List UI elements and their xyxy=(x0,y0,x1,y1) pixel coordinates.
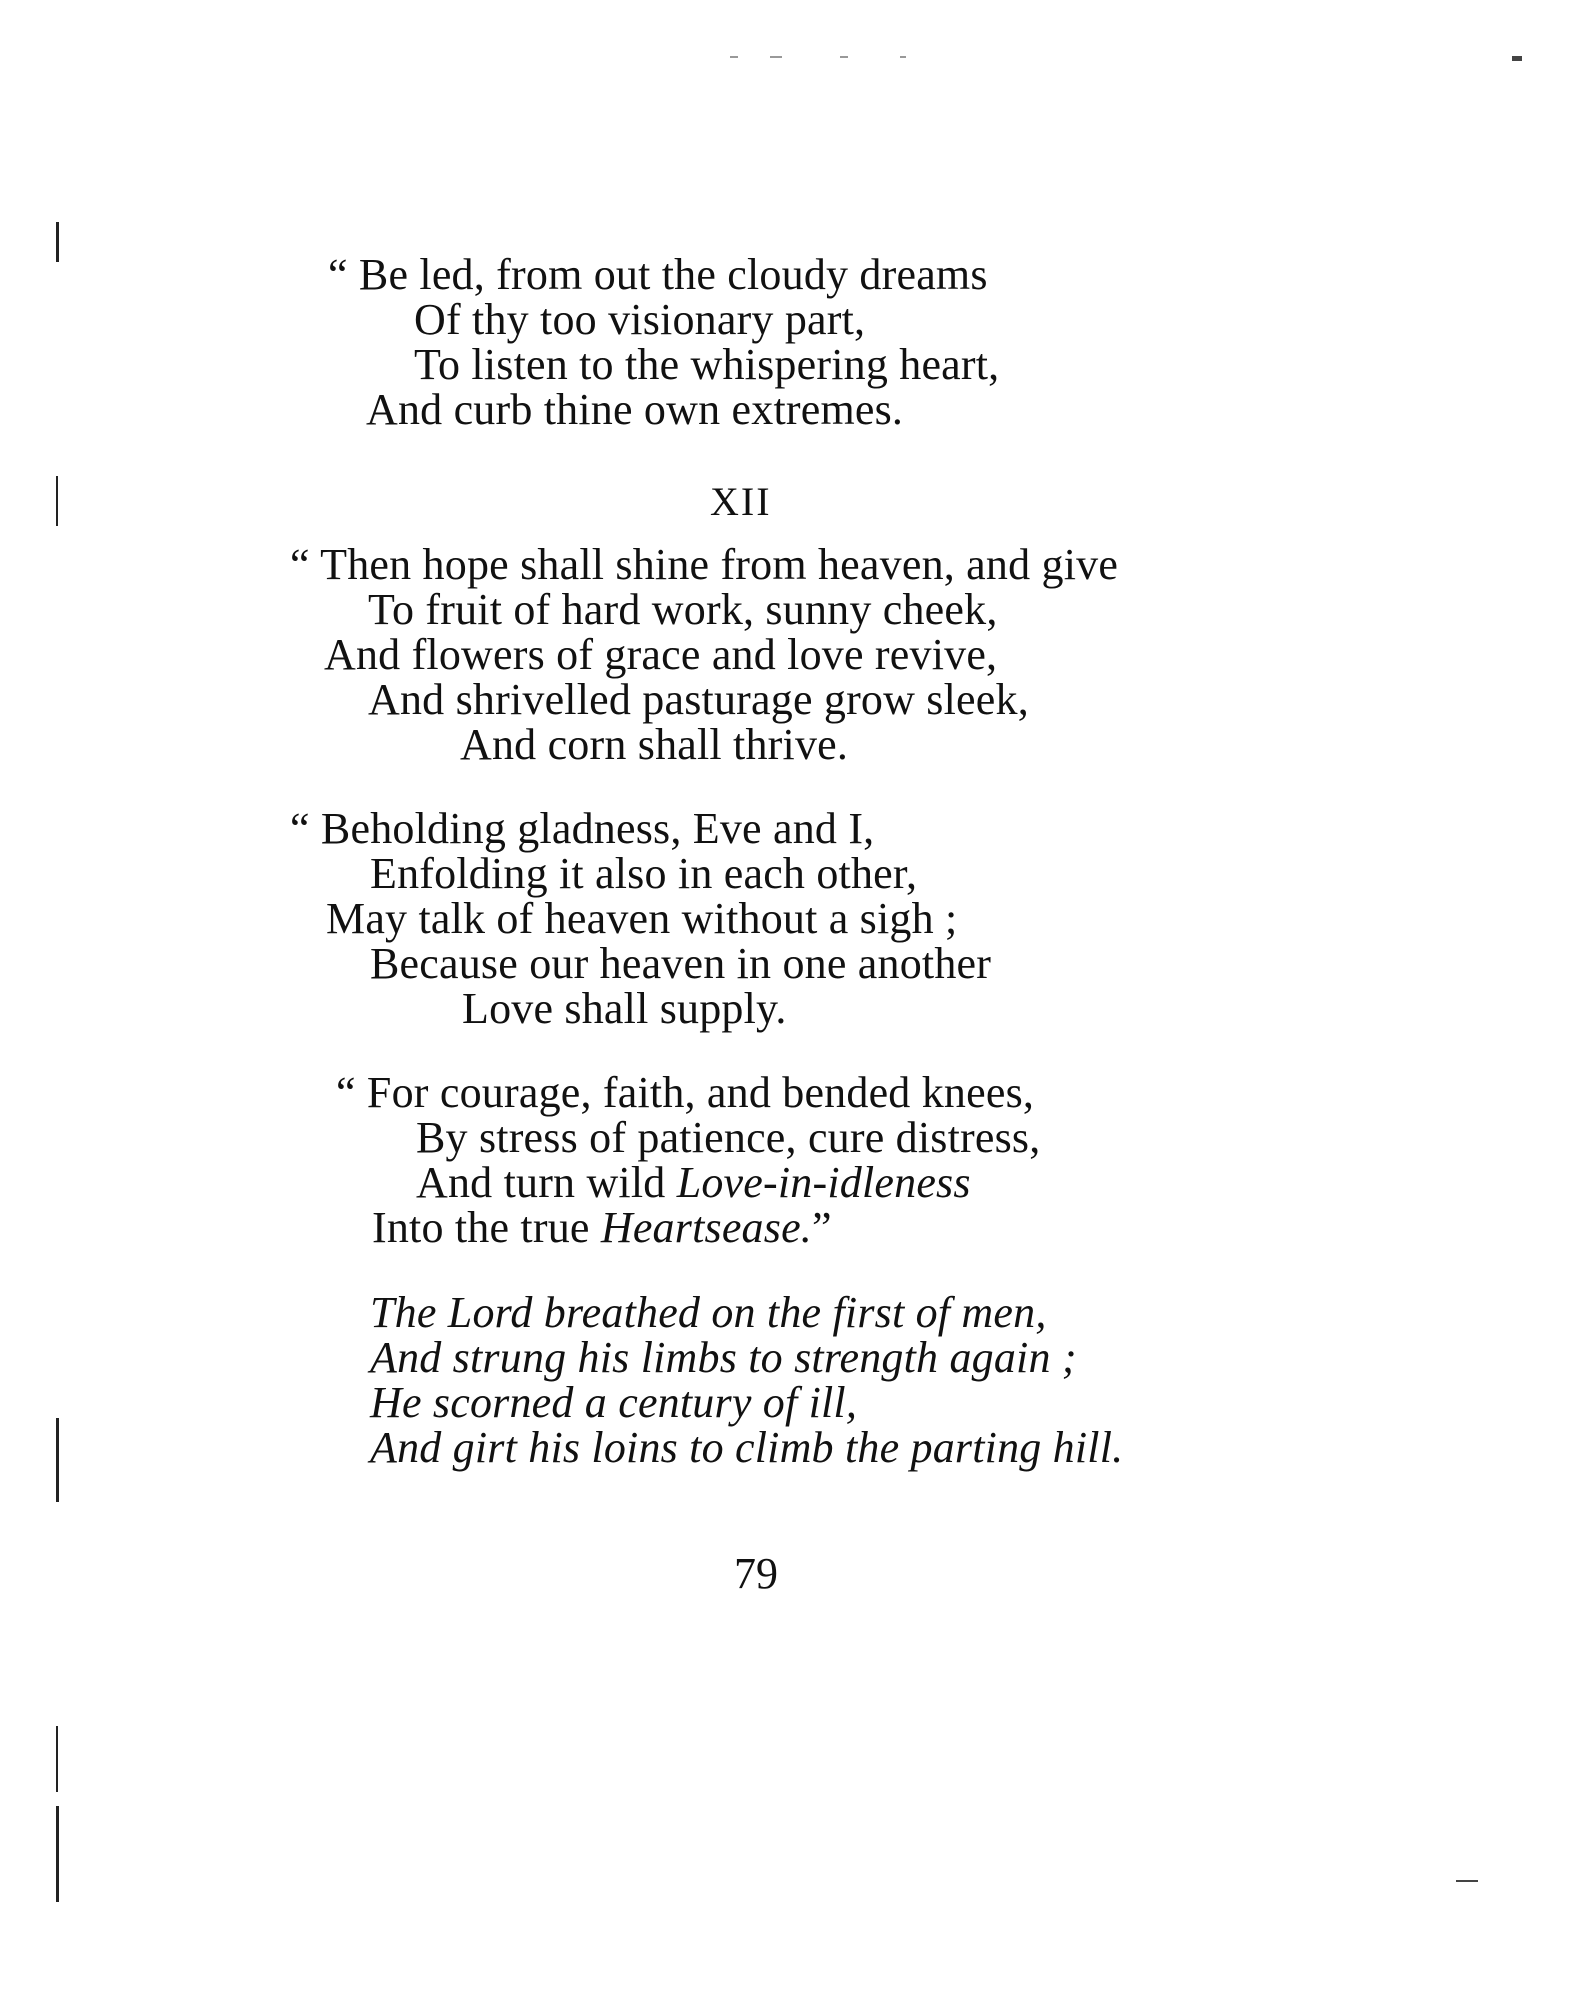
scan-speck xyxy=(1512,56,1522,61)
verse-line: And corn shall thrive. xyxy=(460,720,849,769)
verse-line: Love shall supply. xyxy=(462,984,787,1033)
verse-line: He scorned a century of ill, xyxy=(370,1378,858,1427)
verse-text: And turn wild xyxy=(416,1158,677,1207)
scan-speck xyxy=(770,56,782,58)
verse-line: Because our heaven in one another xyxy=(370,939,992,988)
scan-margin-mark xyxy=(56,1806,59,1902)
verse-line xyxy=(372,1205,832,1251)
emphasis-text: Heartsease. xyxy=(600,1203,813,1252)
verse-line: And flowers of grace and love revive, xyxy=(324,630,998,679)
scan-speck xyxy=(840,56,848,58)
verse-line: To fruit of hard work, sunny cheek, xyxy=(368,585,998,634)
verse-line: Enfolding it also in each other, xyxy=(370,849,918,898)
emphasis-text: Love-in-idleness xyxy=(676,1158,971,1207)
verse-line xyxy=(416,1160,971,1206)
verse-text: Into the true xyxy=(372,1203,601,1252)
verse-line: “ Beholding gladness, Eve and I, xyxy=(290,804,875,853)
verse-line: Of thy too visionary part, xyxy=(414,295,866,344)
verse-line: “ For courage, faith, and bended knees, xyxy=(336,1068,1035,1117)
scan-speck xyxy=(730,56,738,58)
scan-speck xyxy=(1456,1880,1478,1882)
verse-line: May talk of heaven without a sigh ; xyxy=(326,894,958,943)
verse-line: And shrivelled pasturage grow sleek, xyxy=(368,675,1029,724)
verse-line: And curb thine own extremes. xyxy=(366,385,904,434)
verse-line: The Lord breathed on the first of men, xyxy=(370,1288,1047,1337)
verse-line: To listen to the whispering heart, xyxy=(414,340,1000,389)
verse-line: “ Be led, from out the cloudy dreams xyxy=(328,250,988,299)
scan-speck xyxy=(900,56,906,58)
scan-margin-mark xyxy=(56,476,58,526)
verse-line: By stress of patience, cure distress, xyxy=(416,1113,1041,1162)
scan-margin-mark xyxy=(56,1418,59,1502)
verse-line: “ Then hope shall shine from heaven, and give xyxy=(290,540,1119,589)
page-number: 79 xyxy=(734,1549,778,1598)
scan-margin-mark xyxy=(56,1726,58,1792)
verse-text: ” xyxy=(812,1203,832,1252)
verse-line: And strung his limbs to strength again ; xyxy=(370,1333,1077,1382)
verse-line: And girt his loins to climb the parting hill. xyxy=(370,1423,1124,1472)
section-heading: XII xyxy=(710,479,772,524)
scan-margin-mark xyxy=(56,222,59,262)
